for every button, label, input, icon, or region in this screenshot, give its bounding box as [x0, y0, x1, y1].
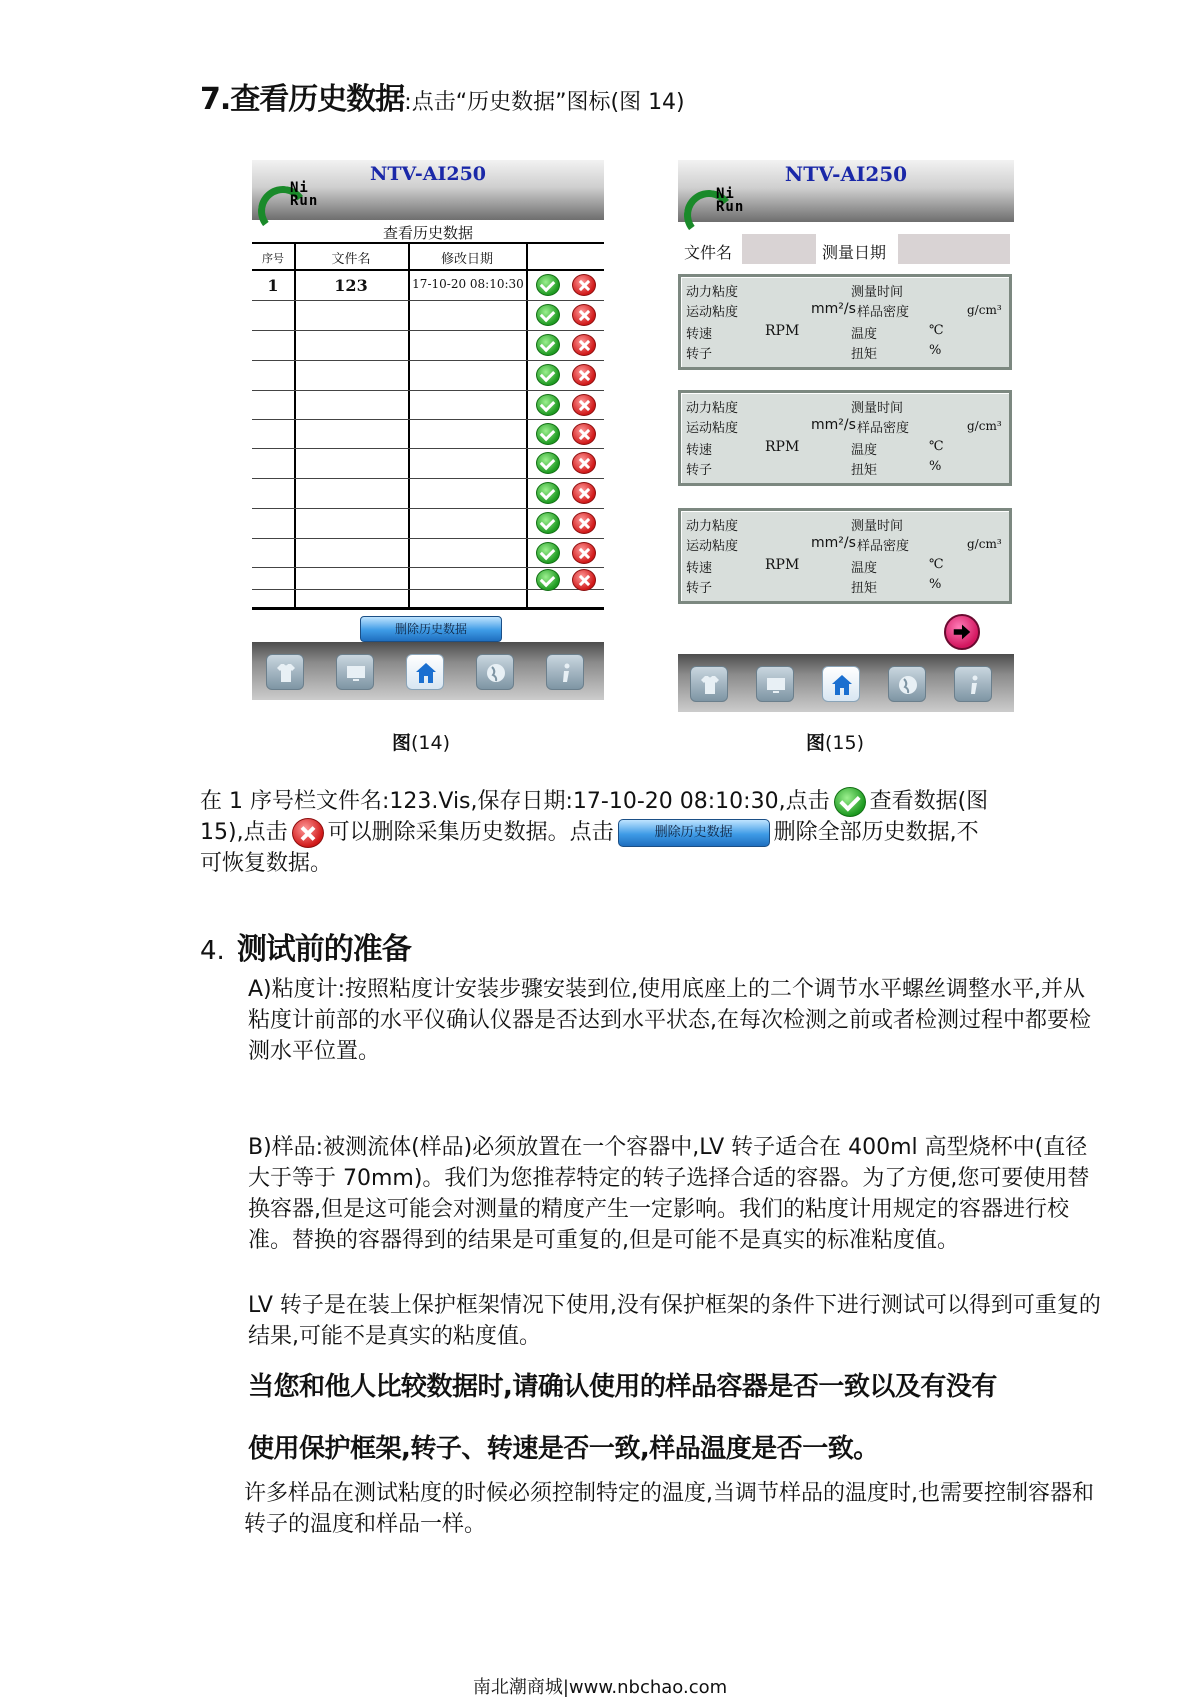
section-4-para-temp: 许多样品在测试粘度的时候必须控制特定的温度,当调节样品的温度时,也需要控制容器和转子的温度和样品一样。 — [244, 1481, 1094, 1537]
view-check-icon[interactable] — [536, 394, 560, 416]
footer-site[interactable]: 南北潮商城|www.nbchao.com — [472, 1677, 728, 1697]
delete-x-icon[interactable] — [572, 364, 596, 386]
density-label: 样品密度 — [857, 539, 910, 554]
temp-unit: ℃ — [929, 557, 944, 572]
view-check-icon[interactable] — [536, 482, 560, 504]
monitor-icon[interactable] — [336, 654, 374, 690]
row-divider — [252, 478, 604, 479]
section-7-heading — [200, 74, 685, 118]
meas-time-label: 测量时间 — [851, 401, 904, 416]
dyn-visc-label: 动力粘度 — [686, 401, 739, 416]
row-divider — [252, 330, 604, 331]
view-check-icon[interactable] — [536, 452, 560, 474]
logo-line-1: Ni — [716, 186, 735, 202]
info-icon[interactable] — [954, 666, 992, 702]
screen-footer-toolbar — [252, 642, 604, 700]
fig14-number: (14) — [411, 732, 451, 754]
filename-field[interactable] — [742, 234, 816, 264]
device-logo — [290, 182, 318, 208]
warning-line-1: 当您和他人比较数据时,请确认使用的样品容器是否一致以及有没有 — [248, 1372, 997, 1402]
section-4-para-a: A)粘度计:按照粘度计安装步骤安装到位,使用底座上的二个调节水平螺丝调整水平,并从粘度计前部的水平仪确认仪器是否达到水平状态,在每次检测之前或者检测过程中都要检测水平位置。 — [248, 977, 1091, 1064]
view-check-icon[interactable] — [536, 423, 560, 445]
section-4-para-lv: LV 转子是在装上保护框架情况下使用,没有保护框架的条件下进行测试可以得到可重复的结果,可能不是真实的粘度值。 — [248, 1293, 1101, 1349]
density-unit: g/cm³ — [967, 303, 1002, 317]
history-text-2: 查看数据(图 — [869, 789, 989, 814]
delete-x-icon[interactable] — [572, 542, 596, 564]
col-header-date: 修改日期 — [440, 252, 493, 267]
history-table — [252, 242, 604, 610]
kin-visc-unit: mm²/s — [811, 301, 856, 317]
history-table-title: 查看历史数据 — [382, 224, 473, 242]
measure-date-field[interactable] — [898, 234, 1010, 264]
history-text-3: 15),点击 — [200, 820, 288, 845]
col-header-filename: 文件名 — [331, 252, 371, 267]
shirt-icon[interactable] — [690, 666, 728, 702]
rotor-label: 转子 — [686, 581, 713, 596]
rotor-label: 转子 — [686, 463, 713, 478]
delete-x-icon[interactable] — [572, 394, 596, 416]
torque-unit: % — [929, 459, 942, 474]
logo-line-2: Run — [290, 193, 319, 209]
history-text-5: 删除全部历史数据,不 — [773, 820, 979, 845]
delete-x-icon[interactable] — [572, 482, 596, 504]
meas-time-label: 测量时间 — [851, 285, 904, 300]
home-icon[interactable] — [406, 654, 444, 690]
delete-x-icon[interactable] — [572, 334, 596, 356]
row-divider — [252, 300, 604, 301]
dyn-visc-label: 动力粘度 — [686, 519, 739, 534]
kin-visc-label: 运动粘度 — [686, 421, 739, 436]
warning-line-2: 使用保护框架,转子、转速是否一致,样品温度是否一致。 — [248, 1434, 879, 1464]
speed-label: 转速 — [686, 443, 713, 458]
density-label: 样品密度 — [857, 305, 910, 320]
history-screen — [252, 160, 604, 700]
row-divider — [252, 508, 604, 509]
speed-unit: RPM — [765, 557, 800, 573]
temp-label: 温度 — [851, 327, 878, 342]
device-logo — [716, 188, 744, 214]
monitor-icon[interactable] — [756, 666, 794, 702]
kin-visc-label: 运动粘度 — [686, 539, 739, 554]
row-1-date: 17-10-20 08:10:30 — [412, 277, 524, 291]
section-4-heading — [200, 924, 411, 968]
history-text-4: 可以删除采集历史数据。点击 — [327, 820, 614, 845]
shirt-icon[interactable] — [266, 654, 304, 690]
torque-unit: % — [929, 343, 942, 358]
result-card — [678, 390, 1012, 486]
history-instructions-paragraph — [200, 786, 1104, 879]
delete-x-icon[interactable] — [572, 569, 596, 591]
row-divider — [252, 567, 604, 568]
kin-visc-unit: mm²/s — [811, 535, 856, 551]
delete-x-icon[interactable] — [572, 304, 596, 326]
globe-icon[interactable] — [476, 654, 514, 690]
view-check-icon[interactable] — [536, 542, 560, 564]
history-text-1: 在 1 序号栏文件名:123.Vis,保存日期:17-10-20 08:10:30,点击 — [200, 789, 830, 814]
fig15-prefix: 图 — [806, 732, 826, 754]
figure-15-caption — [806, 728, 864, 755]
figure-14-caption — [392, 728, 450, 755]
view-check-icon[interactable] — [536, 569, 560, 591]
row-1-index: 1 — [267, 276, 279, 295]
view-check-icon[interactable] — [536, 274, 560, 296]
device-model: NTV-AI250 — [369, 163, 487, 185]
torque-label: 扭矩 — [851, 581, 878, 596]
inline-delete-history-button: 删除历史数据 — [618, 819, 770, 847]
home-icon[interactable] — [822, 666, 860, 702]
measure-date-label: 测量日期 — [822, 243, 887, 262]
row-1-filename: 123 — [334, 276, 368, 295]
result-card — [678, 508, 1012, 604]
detail-screen — [678, 160, 1014, 712]
temp-label: 温度 — [851, 443, 878, 458]
kin-visc-label: 运动粘度 — [686, 305, 739, 320]
history-text-6: 可恢复数据。 — [200, 851, 333, 876]
col-divider — [294, 244, 296, 607]
col-divider — [526, 244, 528, 607]
dyn-visc-label: 动力粘度 — [686, 285, 739, 300]
row-divider — [252, 390, 604, 391]
speed-unit: RPM — [765, 439, 800, 455]
result-card — [678, 274, 1012, 370]
torque-unit: % — [929, 577, 942, 592]
delete-all-history-button[interactable]: 删除历史数据 — [360, 616, 502, 642]
arrow-right-icon — [951, 621, 973, 643]
view-check-icon[interactable] — [536, 512, 560, 534]
rotor-label: 转子 — [686, 347, 713, 362]
section-4-para-b: B)样品:被测流体(样品)必须放置在一个容器中,LV 转子适合在 400ml 高型烧杯中(直径大于等于 70mm)。我们为您推荐特定的转子选择合适的容器。为了方便,您可要使用替换容器,但是这可能会对测量的精度产生一定影响。我们的粘度计用规定的容器进行校准。替换的容器得到的结果是可重复的,但是可能不是真实的标准粘度值。 — [248, 1135, 1090, 1253]
delete-x-icon[interactable] — [572, 512, 596, 534]
header-divider — [252, 269, 604, 271]
screen-header — [678, 160, 1014, 222]
section-7-subtitle: :点击“历史数据”图标(图 14) — [404, 90, 685, 115]
fig14-prefix: 图 — [392, 732, 412, 754]
row-divider — [252, 448, 604, 449]
meas-time-label: 测量时间 — [851, 519, 904, 534]
logo-line-2: Run — [716, 199, 745, 215]
section-4-title: 测试前的准备 — [236, 932, 411, 967]
speed-unit: RPM — [765, 323, 800, 339]
delete-x-icon[interactable] — [572, 452, 596, 474]
col-header-index: 序号 — [262, 252, 284, 265]
screen-footer-toolbar — [678, 654, 1014, 712]
row-divider — [252, 419, 604, 420]
temp-label: 温度 — [851, 561, 878, 576]
delete-x-icon — [292, 818, 324, 848]
speed-label: 转速 — [686, 327, 713, 342]
view-check-icon[interactable] — [536, 304, 560, 326]
density-unit: g/cm³ — [967, 419, 1002, 433]
fig15-number: (15) — [825, 732, 865, 754]
section-4-number: 4. — [200, 936, 225, 966]
delete-x-icon[interactable] — [572, 274, 596, 296]
density-label: 样品密度 — [857, 421, 910, 436]
speed-label: 转速 — [686, 561, 713, 576]
logo-line-1: Ni — [290, 180, 309, 196]
next-arrow-button[interactable] — [944, 614, 980, 650]
row-divider — [252, 360, 604, 361]
device-model: NTV-AI250 — [784, 162, 908, 186]
screen-header — [252, 160, 604, 220]
view-check-icon[interactable] — [536, 364, 560, 386]
kin-visc-unit: mm²/s — [811, 417, 856, 433]
torque-label: 扭矩 — [851, 463, 878, 478]
torque-label: 扭矩 — [851, 347, 878, 362]
temp-unit: ℃ — [929, 323, 944, 338]
temp-unit: ℃ — [929, 439, 944, 454]
col-divider — [408, 244, 410, 607]
globe-icon[interactable] — [888, 666, 926, 702]
row-divider — [252, 538, 604, 539]
view-check-icon[interactable] — [536, 334, 560, 356]
filename-label: 文件名 — [684, 243, 733, 262]
density-unit: g/cm³ — [967, 537, 1002, 551]
check-icon — [834, 787, 866, 817]
section-7-title: 7.查看历史数据 — [200, 82, 405, 117]
delete-x-icon[interactable] — [572, 423, 596, 445]
info-icon[interactable] — [546, 654, 584, 690]
